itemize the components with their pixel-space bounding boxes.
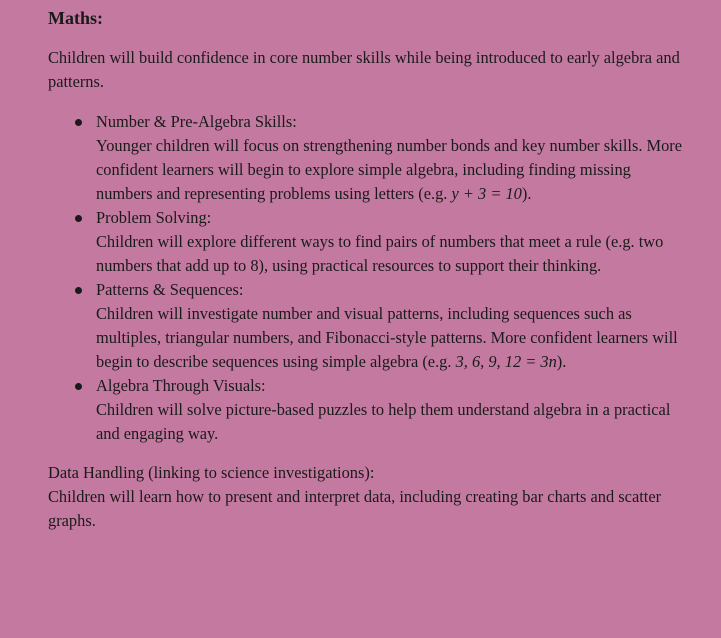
section-heading: Maths: (48, 8, 103, 28)
list-item-problem-solving (48, 206, 691, 278)
list-item-text: Children will solve picture-based puzzles to help them understand algebra in a practical and engaging way. (96, 400, 671, 443)
bullet-icon (75, 287, 82, 294)
math-expression: y + 3 = 10 (451, 184, 522, 203)
list-item-title: Number & Pre-Algebra Skills: (96, 112, 297, 131)
intro-paragraph: Children will build confidence in core number skills while being introduced to early algebra and patterns. (48, 48, 680, 91)
list-item-text: Children will investigate number and visual patterns, including sequences such as multiples, triangular numbers, and Fibonacci-style patterns. More confident learners will begin to describe sequences using simple algebra (e.g. (96, 304, 678, 371)
skills-list (48, 110, 691, 446)
list-item-body (96, 302, 691, 374)
list-item-number-pre-algebra (48, 110, 691, 206)
data-handling-body: Children will learn how to present and interpret data, including creating bar charts and scatter graphs. (48, 487, 662, 530)
list-item-algebra-visuals (48, 374, 691, 446)
list-item-text-end: ). (521, 184, 532, 203)
math-expression: 3, 6, 9, 12 = 3n (455, 352, 557, 371)
list-item-body (96, 398, 691, 446)
list-item-body (96, 134, 691, 206)
list-item-text: Children will explore different ways to find pairs of numbers that meet a rule (e.g. two numbers that add up to 8), using practical resources to support their thinking. (96, 232, 664, 275)
bullet-icon (75, 215, 82, 222)
list-item-body (96, 230, 691, 278)
list-item-title: Problem Solving: (96, 208, 212, 227)
bullet-icon (75, 383, 82, 390)
data-handling-title: Data Handling (linking to science investigations): (48, 463, 375, 482)
bullet-icon (75, 119, 82, 126)
list-item-title: Algebra Through Visuals: (96, 376, 266, 395)
list-item-title: Patterns & Sequences: (96, 280, 244, 299)
list-item-patterns-sequences (48, 278, 691, 374)
list-item-text: Younger children will focus on strengthening number bonds and key number skills. More confident learners will begin to explore simple algebra, including finding missing numbers and representing problems using letters (e.g. (96, 136, 683, 203)
list-item-text-end: ). (556, 352, 567, 371)
